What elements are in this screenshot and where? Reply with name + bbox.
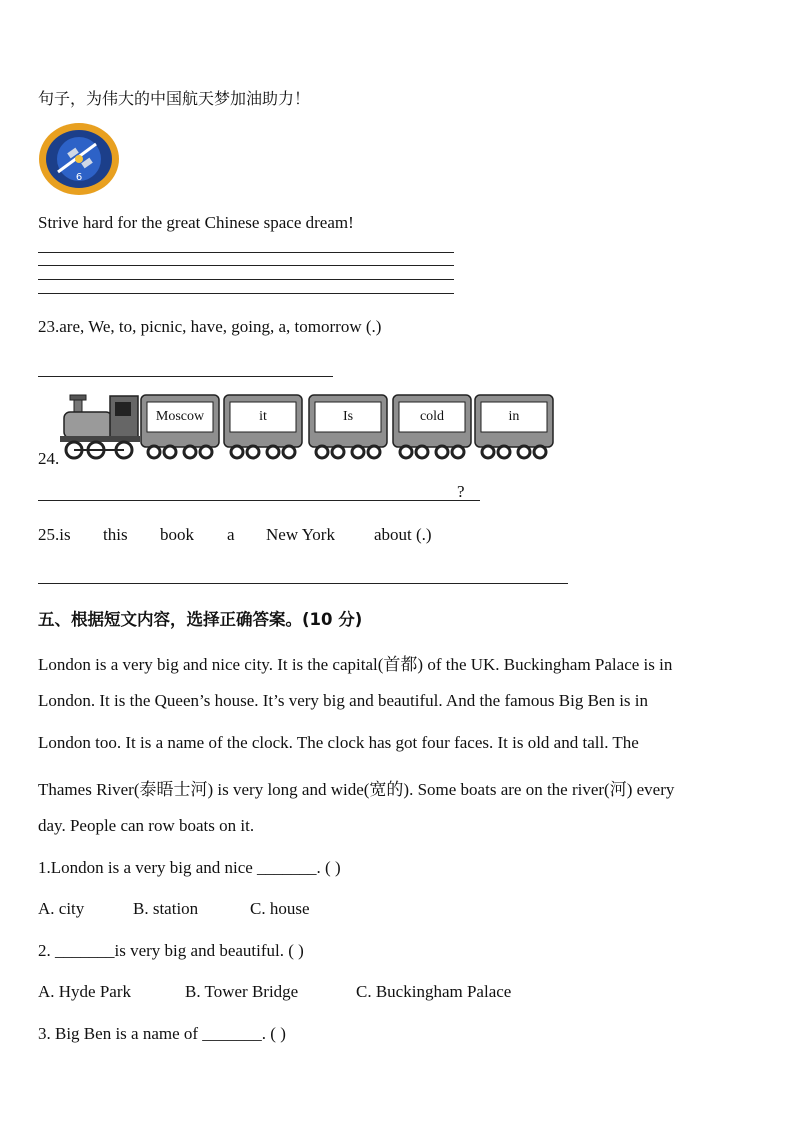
option-a[interactable]: A. Hyde Park: [38, 982, 132, 1001]
question-2-stem: 2. _______is very big and beautiful. ( ): [38, 941, 304, 960]
answer-line: [38, 252, 454, 253]
intro-sentence: 句子，为伟大的中国航天梦加油助力！: [38, 89, 311, 108]
answer-line-23: [38, 376, 333, 377]
passage-line: Thames River(泰晤士河) is very long and wide(宽的). Some boats are on the river(河) every: [38, 780, 675, 799]
q25-word: a: [227, 525, 235, 544]
option-b[interactable]: B. station: [133, 899, 199, 918]
slogan: Strive hard for the great Chinese space dream!: [38, 213, 354, 232]
train-car: [392, 394, 472, 446]
train-locomotive: [60, 392, 142, 464]
option-c[interactable]: C. Buckingham Palace: [356, 982, 512, 1001]
question-mark: ?: [457, 482, 465, 501]
q25-word: New York: [266, 525, 335, 544]
q25-word: book: [160, 525, 194, 544]
train-car: [140, 394, 220, 446]
question-1-stem: 1.London is a very big and nice _______. ( ): [38, 858, 341, 877]
answer-line-24: [38, 500, 480, 501]
train-word: Is: [342, 409, 354, 424]
train-word: Moscow: [155, 409, 205, 424]
passage-line: day. People can row boats on it.: [38, 816, 255, 835]
option-b[interactable]: B. Tower Bridge: [185, 982, 299, 1001]
question-25-number: 25.is: [38, 525, 71, 544]
question-23: 23.are, We, to, picnic, have, going, a, tomorrow (.): [38, 317, 382, 336]
passage-line: London. It is the Queen’s house. It’s very big and beautiful. And the famous Big Ben is in: [38, 691, 649, 710]
passage-line: London too. It is a name of the clock. The clock has got four faces. It is old and tall. The: [38, 733, 639, 752]
question-3-stem: 3. Big Ben is a name of _______. ( ): [38, 1024, 286, 1043]
q25-word: this: [103, 525, 128, 544]
train-word: it: [259, 409, 267, 424]
section-title: 五、根据短文内容，选择正确答案。(10 分): [38, 610, 363, 629]
answer-line-25: [38, 583, 568, 584]
option-c[interactable]: C. house: [250, 899, 310, 918]
train-car: [474, 394, 554, 446]
train-word: in: [508, 409, 520, 424]
train-car: [223, 394, 303, 446]
train-car: [308, 394, 388, 446]
svg-text:6: 6: [75, 172, 83, 183]
question-24-number: 24.: [38, 449, 60, 468]
q25-word: about (.): [374, 525, 432, 544]
answer-line: [38, 279, 454, 280]
train-word: cold: [419, 409, 445, 424]
option-a[interactable]: A. city: [38, 899, 85, 918]
space-mission-badge: [38, 122, 120, 196]
passage-line: London is a very big and nice city. It is the capital(首都) of the UK. Buckingham Palace is in: [38, 655, 673, 674]
answer-line: [38, 265, 454, 266]
answer-line: [38, 293, 454, 294]
